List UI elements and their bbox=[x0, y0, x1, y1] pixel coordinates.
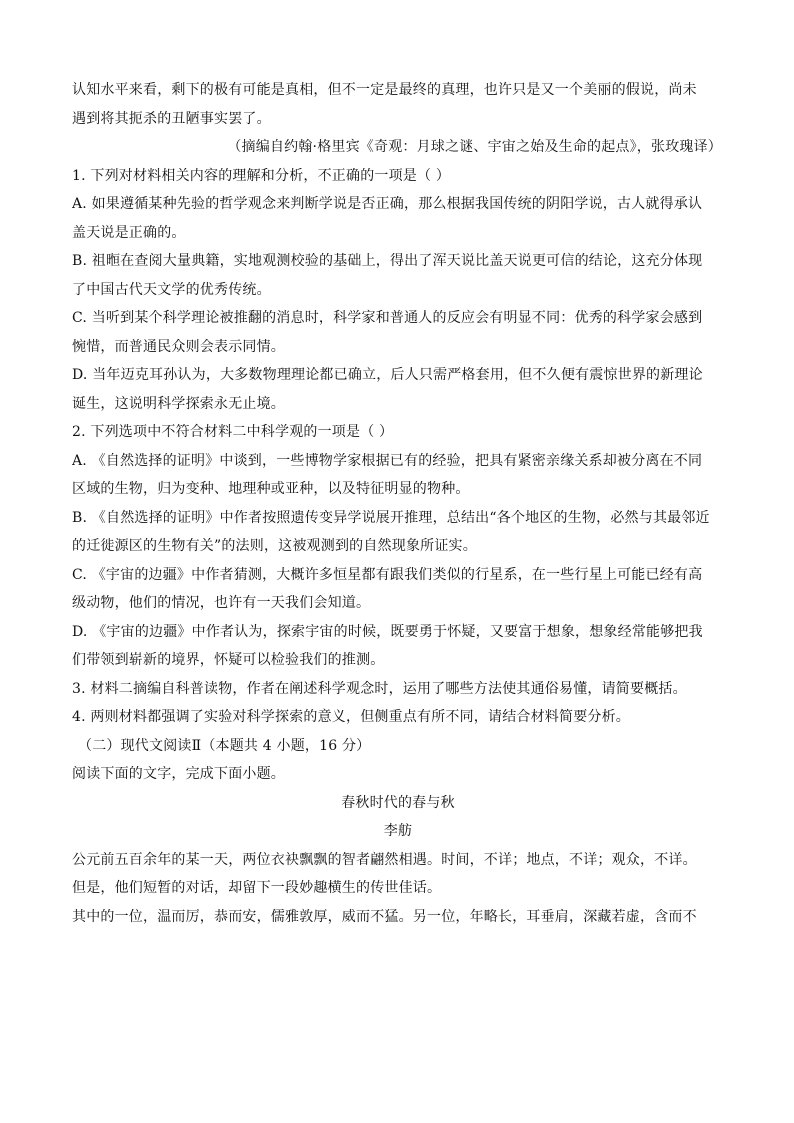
question-1-stem: 1. 下列对材料相关内容的理解和分析，不正确的一项是（ ） bbox=[72, 167, 451, 184]
q2-option-d: D. 《宇宙的边疆》中作者认为，探索宇宙的时候，既要勇于怀疑，又要富于想象，想象经常能够把我 bbox=[72, 623, 703, 640]
q1-option-c-cont: 惋惜，而普通民众则会表示同情。 bbox=[72, 338, 285, 355]
reading-instruction: 阅读下面的文字，完成下面小题。 bbox=[72, 766, 285, 782]
question-4: 4. 两则材料都强调了实验对科学探索的意义，但侧重点有所不同，请结合材料简要分析。 bbox=[72, 709, 631, 725]
essay-line: 公元前五百余年的某一天，两位衣袂飘飘的智者翩然相遇。时间，不详；地点，不详；观众，不详。 bbox=[72, 851, 697, 868]
q1-option-d: D. 当年迈克耳孙认为，大多数物理理论都已确立，后人只需严格套用，但不久便有震惊世界的新理论 bbox=[72, 367, 703, 383]
source-note: （摘编自约翰·格里宾《奇观：月球之谜、宇宙之始及生命的起点》，张玫瑰译） bbox=[227, 139, 722, 155]
q2-option-a-cont: 区域的生物，归为变种、地理种或亚种，以及特征明显的物种。 bbox=[72, 481, 470, 497]
q2-option-d-cont: 们带领到崭新的境界，怀疑可以检验我们的推测。 bbox=[72, 652, 385, 668]
q2-option-c: C. 《宇宙的边疆》中作者猜测，大概许多恒星都有跟我们类似的行星系，在一些行星上可能已经有高 bbox=[72, 566, 703, 583]
q2-option-b-cont: 的迁徙源区的生物有关”的法则，这被观测到的自然现象所证实。 bbox=[72, 538, 477, 554]
q1-option-b-cont: 了中国古代天文学的优秀传统。 bbox=[72, 281, 271, 298]
question-2-stem: 2. 下列选项中不符合材料二中科学观的一项是（ ） bbox=[72, 424, 394, 440]
essay-line: 但是，他们短暂的对话，却留下一段妙趣横生的传世佳话。 bbox=[72, 880, 442, 896]
section-heading: （二）现代文阅读Ⅱ（本题共 4 小题，16 分） bbox=[78, 737, 371, 754]
essay-title: 春秋时代的春与秋 bbox=[341, 794, 455, 811]
q2-option-c-cont: 级动物，他们的情况，也许有一天我们会知道。 bbox=[72, 595, 371, 611]
q1-option-d-cont: 诞生，这说明科学探索永无止境。 bbox=[72, 395, 285, 412]
q2-option-a: A. 《自然选择的证明》中谈到，一些博物学家根据已有的经验，把具有紧密亲缘关系却被分离在不同 bbox=[72, 452, 703, 469]
q2-option-b: B. 《自然选择的证明》中作者按照遗传变异学说展开推理，总结出“各个地区的生物，必然与其最邻近 bbox=[72, 509, 710, 526]
document-page bbox=[72, 76, 724, 931]
essay-line: 其中的一位，温而厉，恭而安，儒雅敦厚，威而不猛。另一位，年略长，耳垂肩，深藏若虚，含而不 bbox=[72, 908, 697, 925]
question-3: 3. 材料二摘编自科普读物，作者在阐述科学观念时，运用了哪些方法使其通俗易懂，请简要概括。 bbox=[72, 680, 687, 697]
essay-author: 李舫 bbox=[383, 823, 413, 839]
passage-line: 认知水平来看，剩下的极有可能是真相，但不一定是最终的真理，也许只是又一个美丽的假说，尚未 bbox=[72, 82, 697, 98]
passage-line: 遇到将其扼杀的丑陋事实罢了。 bbox=[72, 110, 271, 127]
q1-option-c: C. 当听到某个科学理论被推翻的消息时，科学家和普通人的反应会有明显不同：优秀的科学家会感到 bbox=[72, 310, 703, 326]
q1-option-b: B. 祖暅在查阅大量典籍，实地观测校验的基础上，得出了浑天说比盖天说更可信的结论，这充分体现 bbox=[72, 253, 703, 269]
q1-option-a-cont: 盖天说是正确的。 bbox=[72, 224, 186, 241]
q1-option-a: A. 如果遵循某种先验的哲学观念来判断学说是否正确，那么根据我国传统的阴阳学说，古人就得承认 bbox=[72, 196, 703, 212]
